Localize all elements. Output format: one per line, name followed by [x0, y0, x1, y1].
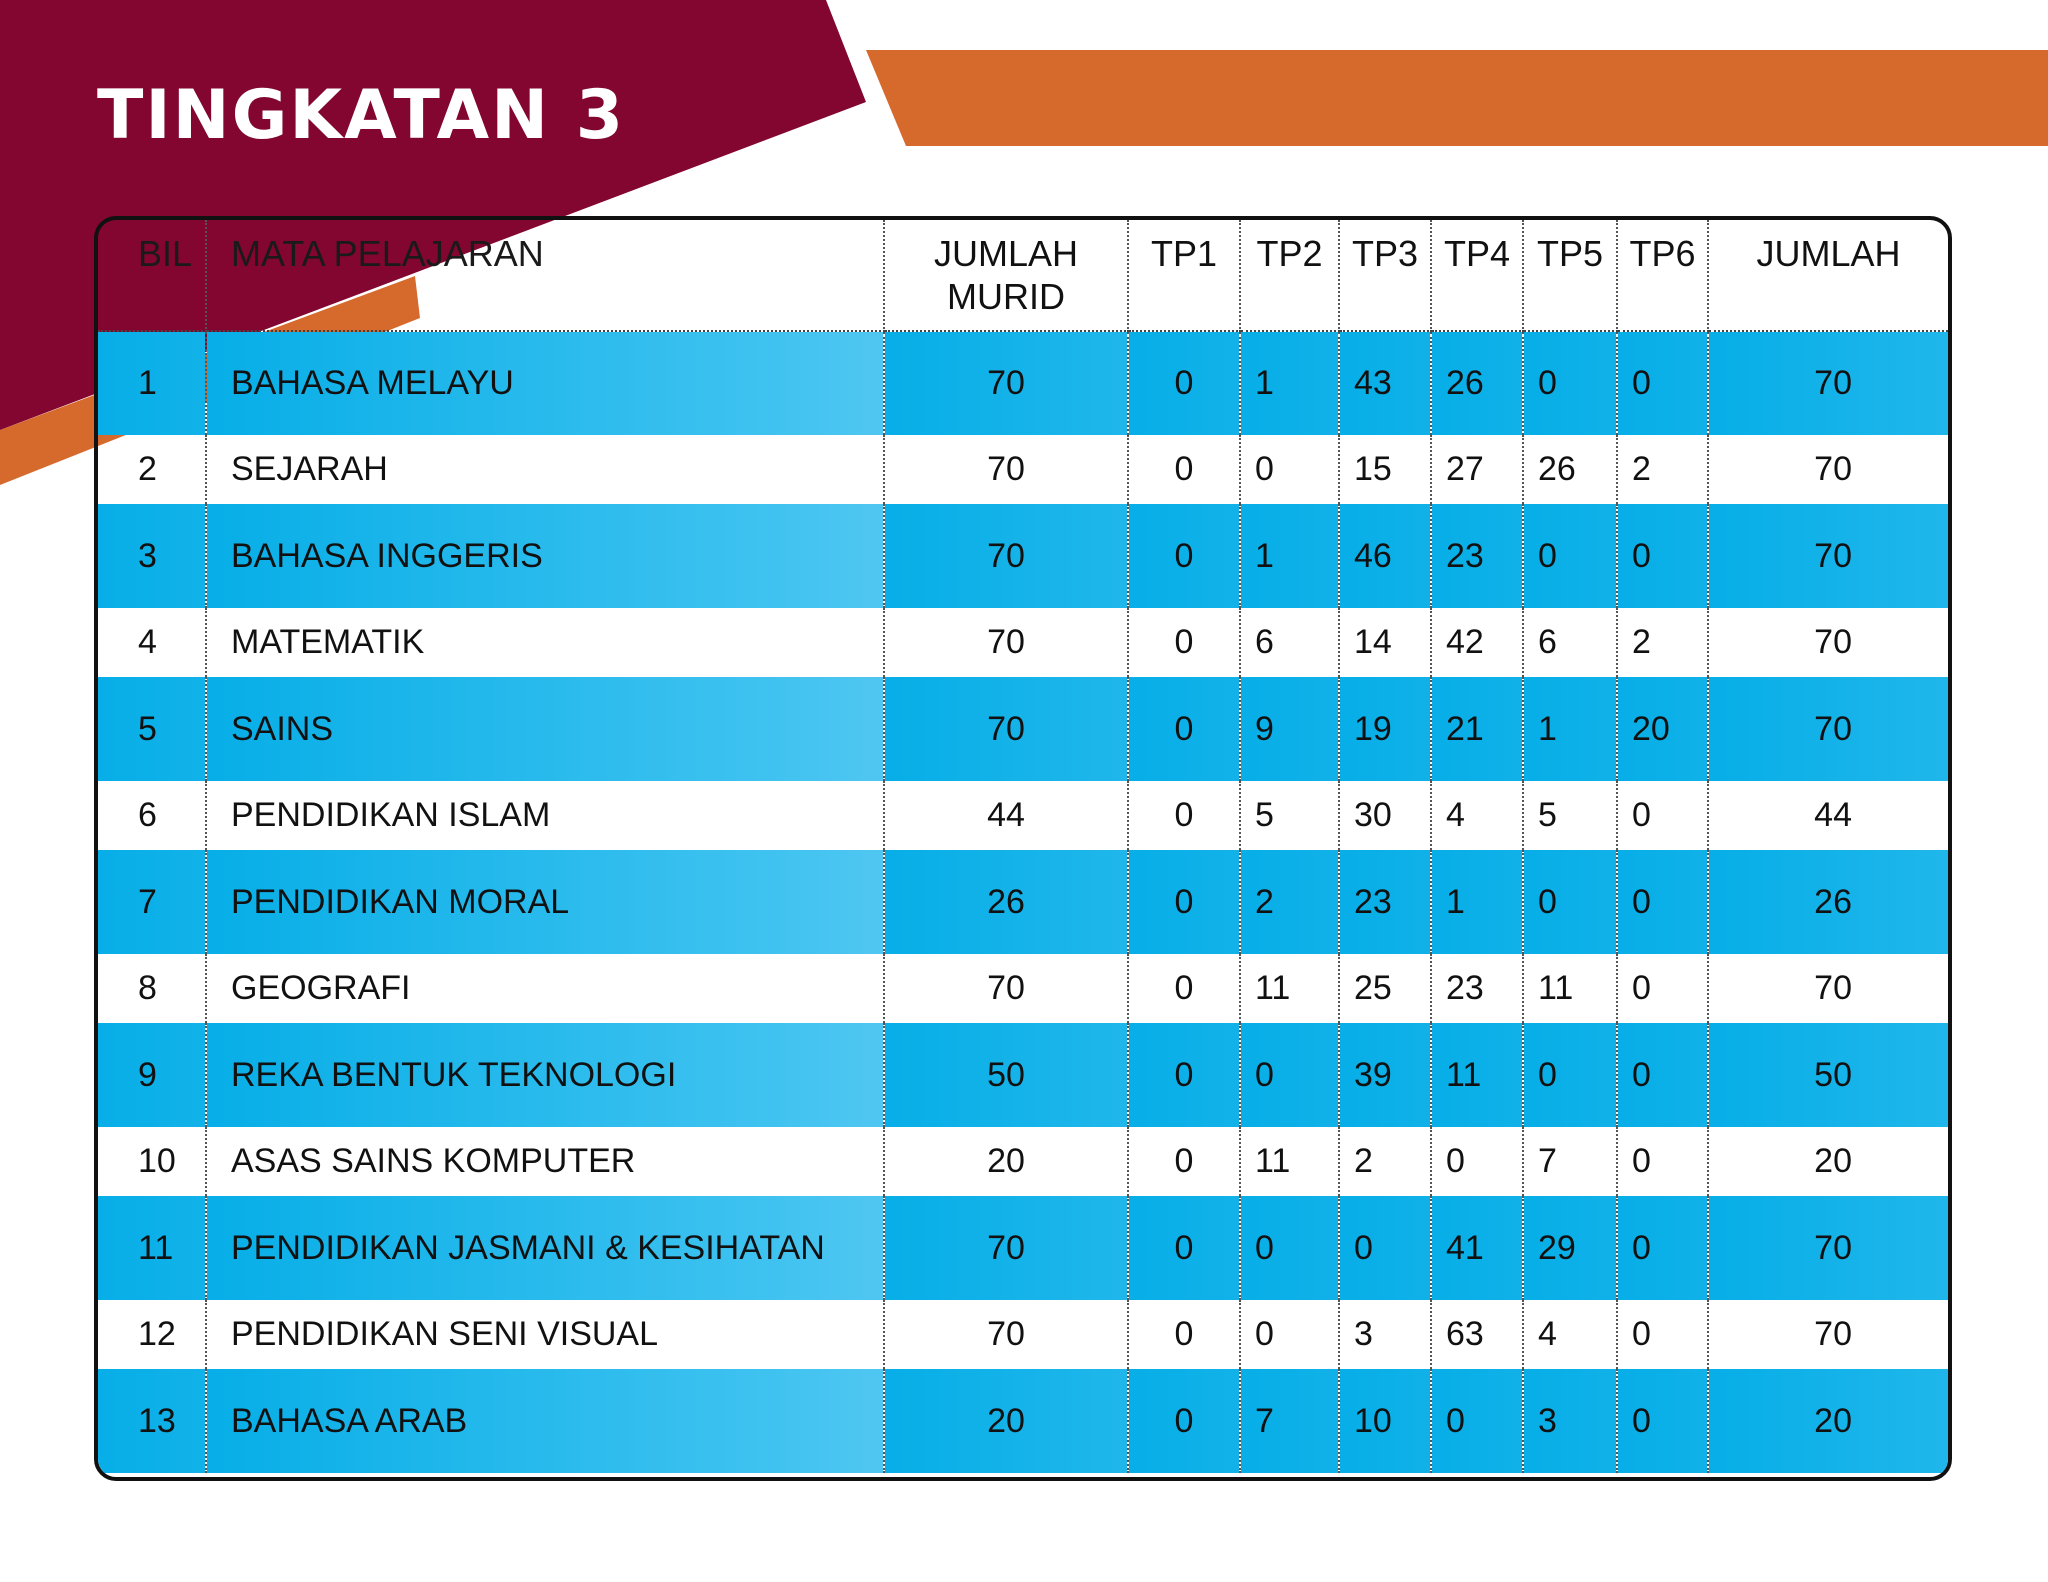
cell-tp6: 0	[1617, 1300, 1708, 1369]
cell-subject: GEOGRAFI	[206, 954, 884, 1023]
cell-total: 20	[1708, 1369, 1948, 1473]
cell-bil: 10	[98, 1127, 206, 1196]
cell-tp2: 0	[1240, 1300, 1339, 1369]
cell-total: 44	[1814, 796, 1852, 834]
cell-tp2: 9	[1240, 677, 1339, 781]
cell-students: 70	[884, 1300, 1128, 1369]
cell-tp2: 0	[1240, 1196, 1339, 1300]
header-tp1: TP1	[1128, 220, 1240, 331]
cell-tp5: 0	[1523, 331, 1617, 435]
cell-tp5: 1	[1523, 677, 1617, 781]
cell-tp4: 63	[1431, 1300, 1523, 1369]
cell-total: 26	[1708, 850, 1948, 954]
cell-tp4: 0	[1431, 1127, 1523, 1196]
cell-subject: REKA BENTUK TEKNOLOGI	[206, 1023, 884, 1127]
results-table-frame	[94, 216, 1952, 1481]
header-total: JUMLAH	[1708, 220, 1948, 331]
cell-tp1: 0	[1128, 1196, 1240, 1300]
cell-tp5: 0	[1523, 504, 1617, 608]
header-tp5: TP5	[1523, 220, 1617, 331]
cell-tp2: 6	[1240, 608, 1339, 677]
cell-tp4: 0	[1431, 1369, 1523, 1473]
cell-tp6: 0	[1617, 504, 1708, 608]
cell-bil: 1	[98, 331, 206, 435]
cell-tp1: 0	[1128, 1369, 1240, 1473]
cell-subject: BAHASA INGGERIS	[206, 504, 884, 608]
cell-tp5: 26	[1523, 435, 1617, 504]
cell-tp3: 39	[1339, 1023, 1431, 1127]
cell-students: 50	[884, 1023, 1128, 1127]
cell-tp6: 0	[1617, 1196, 1708, 1300]
cell-subject: ASAS SAINS KOMPUTER	[206, 1127, 884, 1196]
cell-tp2: 0	[1240, 1023, 1339, 1127]
cell-tp4: 21	[1431, 677, 1523, 781]
cell-tp1: 0	[1128, 435, 1240, 504]
cell-bil: 5	[98, 677, 206, 781]
header-students-line2: MURID	[947, 276, 1065, 317]
table-row	[98, 608, 1948, 677]
cell-total: 70	[1708, 331, 1948, 435]
cell-tp1: 0	[1128, 1300, 1240, 1369]
cell-subject: MATEMATIK	[206, 608, 884, 677]
cell-students: 70	[884, 954, 1128, 1023]
header-bil: BIL	[98, 220, 206, 331]
header-students	[884, 220, 1128, 331]
cell-bil: 9	[98, 1023, 206, 1127]
cell-total: 70	[1708, 504, 1948, 608]
cell-tp4: 23	[1431, 504, 1523, 608]
header-tp3: TP3	[1339, 220, 1431, 331]
cell-total: 70	[1708, 677, 1948, 781]
cell-total: 70	[1814, 450, 1852, 488]
cell-students: 70	[884, 435, 1128, 504]
cell-tp3: 19	[1339, 677, 1431, 781]
cell-tp6: 0	[1617, 1127, 1708, 1196]
cell-tp3: 30	[1339, 781, 1431, 850]
cell-tp3: 15	[1339, 435, 1431, 504]
cell-tp3: 25	[1339, 954, 1431, 1023]
cell-tp2: 5	[1240, 781, 1339, 850]
cell-bil: 2	[98, 435, 206, 504]
cell-tp1: 0	[1128, 954, 1240, 1023]
cell-tp6: 2	[1617, 435, 1708, 504]
cell-tp6: 2	[1617, 608, 1708, 677]
cell-tp4: 1	[1431, 850, 1523, 954]
cell-tp4: 27	[1431, 435, 1523, 504]
cell-tp3: 10	[1339, 1369, 1431, 1473]
cell-tp1: 0	[1128, 1127, 1240, 1196]
cell-tp4: 4	[1431, 781, 1523, 850]
cell-tp5: 0	[1523, 850, 1617, 954]
cell-students: 26	[884, 850, 1128, 954]
cell-tp2: 1	[1240, 331, 1339, 435]
cell-students: 70	[884, 331, 1128, 435]
cell-tp1: 0	[1128, 1023, 1240, 1127]
table-row	[98, 781, 1948, 850]
cell-bil: 3	[98, 504, 206, 608]
table-row	[98, 1127, 1948, 1196]
cell-tp6: 0	[1617, 954, 1708, 1023]
cell-tp3: 14	[1339, 608, 1431, 677]
cell-tp3: 23	[1339, 850, 1431, 954]
cell-subject: BAHASA MELAYU	[206, 331, 884, 435]
cell-students: 20	[884, 1369, 1128, 1473]
cell-total: 70	[1708, 1196, 1948, 1300]
cell-tp6: 0	[1617, 781, 1708, 850]
cell-bil: 11	[98, 1196, 206, 1300]
table-row	[98, 331, 1948, 435]
cell-tp1: 0	[1128, 608, 1240, 677]
cell-total: 50	[1708, 1023, 1948, 1127]
cell-total: 70	[1814, 623, 1852, 661]
cell-tp4: 41	[1431, 1196, 1523, 1300]
cell-subject: SEJARAH	[206, 435, 884, 504]
cell-tp5: 29	[1523, 1196, 1617, 1300]
cell-total: 70	[1814, 969, 1852, 1007]
cell-bil: 7	[98, 850, 206, 954]
cell-tp4: 11	[1431, 1023, 1523, 1127]
cell-subject: BAHASA ARAB	[206, 1369, 884, 1473]
cell-total: 70	[1814, 1315, 1852, 1353]
cell-tp1: 0	[1128, 781, 1240, 850]
cell-tp2: 7	[1240, 1369, 1339, 1473]
cell-tp4: 23	[1431, 954, 1523, 1023]
table-row	[98, 677, 1948, 781]
cell-subject: PENDIDIKAN MORAL	[206, 850, 884, 954]
cell-bil: 13	[98, 1369, 206, 1473]
cell-subject: SAINS	[206, 677, 884, 781]
cell-tp6: 0	[1617, 331, 1708, 435]
header-tp2: TP2	[1240, 220, 1339, 331]
orange-stripe-right	[866, 50, 2048, 146]
cell-tp6: 0	[1617, 1023, 1708, 1127]
cell-tp5: 11	[1523, 954, 1617, 1023]
cell-tp2: 0	[1240, 435, 1339, 504]
cell-bil: 6	[98, 781, 206, 850]
cell-tp3: 0	[1339, 1196, 1431, 1300]
table-row	[98, 954, 1948, 1023]
cell-bil: 12	[98, 1300, 206, 1369]
table-row	[98, 1300, 1948, 1369]
cell-tp3: 2	[1339, 1127, 1431, 1196]
cell-bil: 8	[98, 954, 206, 1023]
cell-tp2: 2	[1240, 850, 1339, 954]
cell-total: 20	[1814, 1142, 1852, 1180]
table-row	[98, 435, 1948, 504]
cell-students: 70	[884, 677, 1128, 781]
cell-subject: PENDIDIKAN JASMANI & KESIHATAN	[206, 1196, 884, 1300]
cell-students: 70	[884, 504, 1128, 608]
table-header-row	[98, 220, 1948, 331]
table-row	[98, 1369, 1948, 1473]
cell-tp3: 43	[1339, 331, 1431, 435]
cell-subject: PENDIDIKAN ISLAM	[206, 781, 884, 850]
cell-tp5: 4	[1523, 1300, 1617, 1369]
page-title: TINGKATAN 3	[97, 76, 626, 155]
results-table	[98, 220, 1948, 1473]
header-students-line1: JUMLAH	[933, 233, 1079, 274]
cell-students: 44	[884, 781, 1128, 850]
cell-tp5: 5	[1523, 781, 1617, 850]
cell-students: 20	[884, 1127, 1128, 1196]
cell-bil: 4	[98, 608, 206, 677]
header-tp4: TP4	[1431, 220, 1523, 331]
cell-students: 70	[884, 1196, 1128, 1300]
table-row	[98, 850, 1948, 954]
cell-tp1: 0	[1128, 504, 1240, 608]
cell-subject: PENDIDIKAN SENI VISUAL	[206, 1300, 884, 1369]
cell-tp3: 46	[1339, 504, 1431, 608]
header-tp6: TP6	[1617, 220, 1708, 331]
cell-tp5: 6	[1523, 608, 1617, 677]
cell-students: 70	[884, 608, 1128, 677]
cell-tp1: 0	[1128, 331, 1240, 435]
cell-tp4: 26	[1431, 331, 1523, 435]
cell-tp5: 7	[1523, 1127, 1617, 1196]
table-row	[98, 504, 1948, 608]
cell-tp4: 42	[1431, 608, 1523, 677]
cell-tp6: 0	[1617, 1369, 1708, 1473]
table-row	[98, 1196, 1948, 1300]
cell-tp2: 1	[1240, 504, 1339, 608]
cell-tp1: 0	[1128, 677, 1240, 781]
cell-tp1: 0	[1128, 850, 1240, 954]
cell-tp6: 20	[1617, 677, 1708, 781]
cell-tp3: 3	[1339, 1300, 1431, 1369]
cell-tp5: 0	[1523, 1023, 1617, 1127]
cell-tp2: 11	[1240, 1127, 1339, 1196]
cell-tp2: 11	[1240, 954, 1339, 1023]
cell-tp5: 3	[1523, 1369, 1617, 1473]
table-row	[98, 1023, 1948, 1127]
header-subject: MATA PELAJARAN	[206, 220, 884, 331]
cell-tp6: 0	[1617, 850, 1708, 954]
